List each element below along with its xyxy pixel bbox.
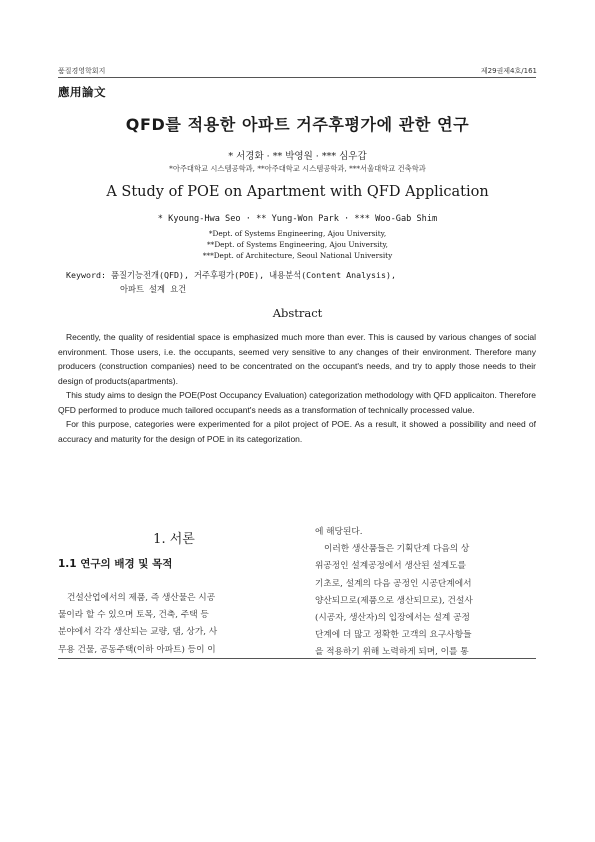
abstract-paragraph: Recently, the quality of residential space is emphasized much more than ever. This is caused by various changes of social environment. Those users, i.e. the occupants, seemed very sensitive to any changes of their environment. Therefore many producers (construction companies) need to be concentrated on the occupant's needs, and try to apply those needs to their design of products(apartments). [58,332,536,386]
body-line: 에 해당된다. [315,527,363,537]
keywords-line-2: 아파트 설계 요건 [120,284,187,294]
body-line: (시공자, 생산자)의 입장에서는 설계 공정 [315,613,470,624]
affiliation-english-1: *Dept. of Systems Engineering, Ajou University, [208,229,387,238]
affiliation-english-2: **Dept. of Systems Engineering, Ajou University, [207,240,388,249]
body-line: 무용 건물, 공동주택(이하 아파트) 등이 이 [58,644,216,655]
running-header-issue: 제29권제4호/161 [480,67,537,75]
body-column-left [58,590,280,659]
abstract-heading: Abstract [272,306,323,320]
affiliations-korean: *아주대학교 시스템공학과, **아주대학교 시스템공학과, ***서울대학교 건축학과 [169,164,426,173]
header-rule [58,77,536,78]
body-line: 건설산업에서의 제품, 즉 생산물은 시공 [67,593,216,603]
section-tag: 應用論文 [58,85,106,99]
body-line: 양산되므로(제품으로 생산되므로), 건설사 [315,595,473,606]
body-line: 분야에서 각각 생산되는 교량, 댐, 상가, 사 [58,627,218,638]
running-header-journal: 품질경영학회지 [58,67,106,75]
subsection-1-1-heading: 1.1 연구의 배경 및 목적 [58,558,173,570]
authors-english: * Kyoung-Hwa Seo · ** Yung-Won Park · *** Woo-Gab Shim [157,214,438,224]
title-english: A Study of POE on Apartment with QFD Application [106,184,489,200]
body-line: 을 적용하기 위해 노력하게 되며, 이를 통 [315,647,469,658]
body-line: 위공정인 설계공정에서 생산된 설계도를 [315,561,466,572]
body-line: 이러한 생산품들은 기획단계 다음의 상 [324,544,470,555]
title-korean: QFD를 적용한 아파트 거주후평가에 관한 연구 [125,115,470,134]
keywords-line-1: 품질기능전개(QFD), 거주후평가(POE), 내용분석(Content Analysis), [110,270,397,280]
abstract-body [58,330,536,446]
keywords [66,268,546,296]
abstract-paragraph: This study aims to design the POE(Post Occupancy Evaluation) categorization methodology with QFD applicaiton. Therefore QFD performed to produce much tailored occupant's needs as a transformation of technically processed value. [58,390,536,415]
keywords-label: Keyword: [66,270,106,280]
body-line: 물이라 할 수 있으며 토목, 건축, 주택 등 [58,610,209,621]
affiliation-english-3: ***Dept. of Architecture, Seoul National University [202,251,393,260]
body-column-right [315,524,537,662]
body-line: 단계에 더 많고 정확한 고객의 요구사항들 [315,630,472,641]
section-1-heading: 1. 서론 [153,532,195,547]
authors-korean: * 서경화 · ** 박영원 · *** 심우갑 [228,151,367,162]
footer-rule [58,658,536,659]
body-line: 기초로, 설계의 다음 공정인 시공단계에서 [315,578,472,589]
abstract-paragraph: For this purpose, categories were experimented for a pilot project of POE. As a result, it showed a possibility and need of accuracy and maturity for the design of POE in its categorization. [58,419,536,444]
